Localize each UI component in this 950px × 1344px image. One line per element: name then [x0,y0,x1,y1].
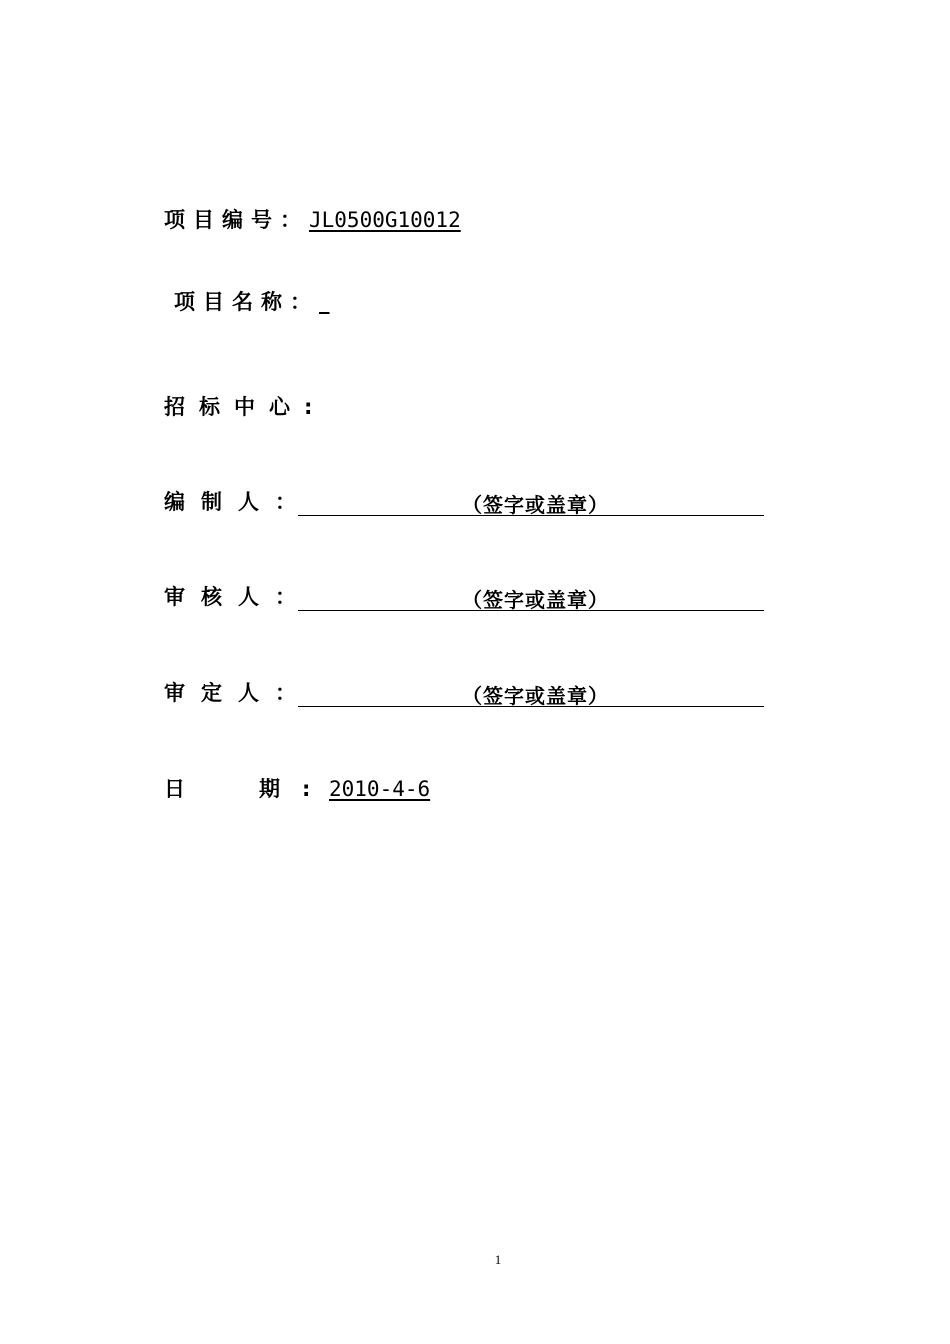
prepared-by-label: 编制人： [164,490,312,514]
page-number: 1 [494,1252,502,1267]
reviewed-by-signature-note: （签字或盖章） [462,588,609,612]
date-row [164,779,430,800]
project-number-value: JL0500G10012 [309,208,461,232]
reviewed-by-row [164,587,312,608]
date-value: 2010-4-6 [329,777,431,801]
approved-by-signature-note: （签字或盖章） [462,684,609,708]
approved-by-label: 审定人： [164,681,312,705]
prepared-by-signature-note: （签字或盖章） [462,493,609,517]
prepared-by-signature-line [298,491,764,516]
project-number-row [164,210,461,231]
project-name-row [174,292,330,313]
bidding-center-label: 招标中心: [164,395,327,419]
approved-by-signature-line [298,682,764,707]
project-name-value: _ [319,290,330,314]
date-label-right: 期 [259,777,280,801]
project-number-label: 项目编号： [164,208,309,232]
date-label-left: 日 [164,777,185,801]
project-name-label: 项目名称： [174,290,319,314]
bidding-center-row [164,397,326,418]
approved-by-row [164,683,312,704]
date-colon: : [302,777,311,801]
reviewed-by-label: 审核人： [164,585,312,609]
prepared-by-row [164,492,312,513]
reviewed-by-signature-line [298,586,764,611]
